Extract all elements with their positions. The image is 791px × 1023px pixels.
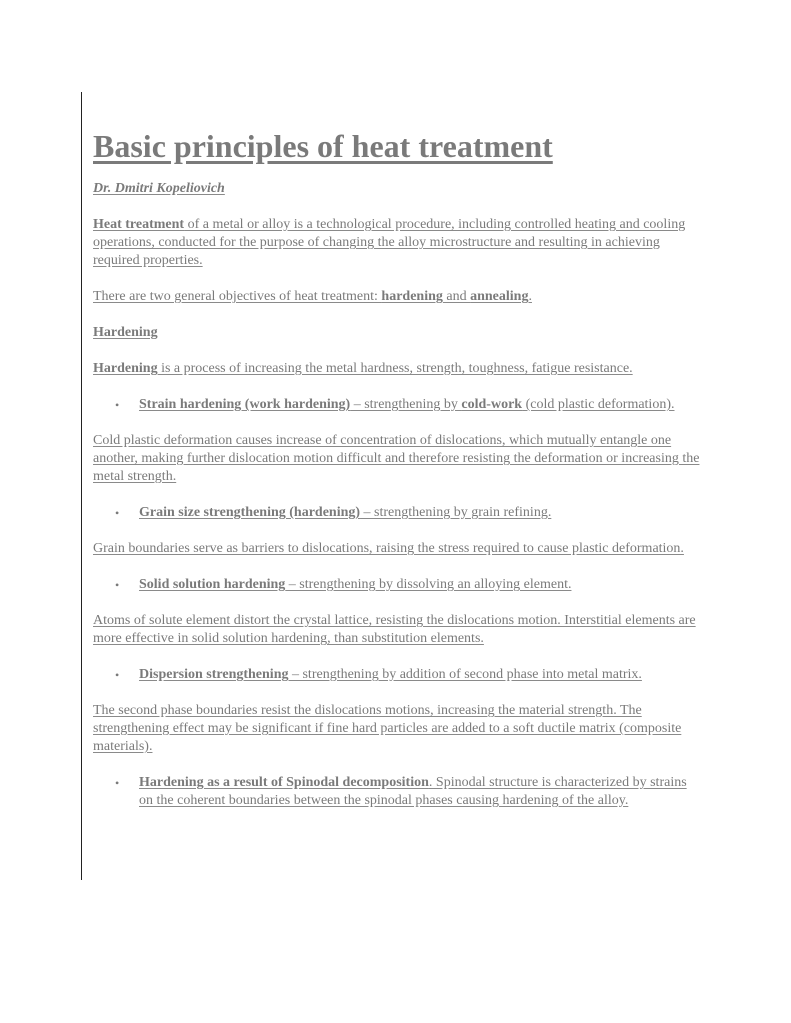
list-item-text: – strengthening by grain refining. [360,505,552,520]
list-item-term: Dispersion strengthening [139,667,289,682]
bullet-list-2 [93,504,703,522]
explanation-paragraph-2: Grain boundaries serve as barriers to dislocations, raising the stress required to cause plastic deformation. [93,541,684,556]
objectives-end: . [528,289,532,304]
objectives-term-hardening: hardening [381,289,443,304]
objectives-term-annealing: annealing [470,289,529,304]
list-item-term: Hardening as a result of Spinodal decomposition [139,775,429,790]
bullet-dot: • [115,668,120,682]
list-item-spinodal [93,774,703,810]
objectives-paragraph [93,288,703,306]
intro-term: Heat treatment [93,217,185,232]
list-item-term: Solid solution hardening [139,577,286,592]
list-item-grain-size [93,504,703,522]
page-margin-line [81,92,82,880]
bullet-list-1 [93,396,703,414]
explanation-paragraph-3: Atoms of solute element distort the crystal lattice, resisting the dislocations motion. Interstitial elements are more effective in solid solution hardening, than substitution elements. [93,613,696,646]
explanation-paragraph-1: Cold plastic deformation causes increase of concentration of dislocations, which mutually entangle one another, making further dislocation motion difficult and therefore resisting the deformation or increasing the metal strength. [93,433,700,484]
list-item-term-b: cold-work [461,397,523,412]
intro-text: of a metal or alloy is a technological procedure, including controlled heating and cooling operations, conducted for the purpose of changing the alloy microstructure and resulting in achieving required properties. [93,217,686,268]
bullet-list-5 [93,774,703,810]
bullet-dot: • [115,398,120,412]
list-item-text: – strengthening by dissolving an alloying element. [285,577,572,592]
hardening-definition [93,360,703,378]
author-line: Dr. Dmitri Kopeliovich [93,181,225,196]
list-item-solid-solution [93,576,703,594]
list-item-text-b: (cold plastic deformation). [522,397,675,412]
hardening-term: Hardening [93,361,158,376]
bullet-dot: • [115,506,120,520]
objectives-mid: and [442,289,471,304]
list-item-strain-hardening [93,396,703,414]
intro-paragraph [93,216,703,270]
list-item-term: Strain hardening (work hardening) [139,397,351,412]
section-heading-text: Hardening [93,325,158,340]
list-item-text: – strengthening by [350,397,462,412]
list-item-dispersion [93,666,703,684]
section-heading [93,324,703,342]
bullet-dot: • [115,578,120,592]
bullet-dot: • [115,776,120,790]
objectives-lead: There are two general objectives of heat treatment: [93,289,382,304]
explanation-paragraph-4: The second phase boundaries resist the dislocations motions, increasing the material strength. The strengthening effect may be significant if fine hard particles are added to a soft ductile matrix (composite materials). [93,703,682,754]
document-page [93,126,703,810]
list-item-text: . Spinodal structure is characterized by strains on the coherent boundaries between the spinodal phases causing hardening of the alloy. [139,775,687,808]
list-item-text: – strengthening by addition of second phase into metal matrix. [288,667,642,682]
bullet-list-4 [93,666,703,684]
hardening-text: is a process of increasing the metal hardness, strength, toughness, fatigue resistance. [157,361,633,376]
list-item-term: Grain size strengthening (hardening) [139,505,361,520]
bullet-list-3 [93,576,703,594]
page-title: Basic principles of heat treatment [93,128,553,164]
